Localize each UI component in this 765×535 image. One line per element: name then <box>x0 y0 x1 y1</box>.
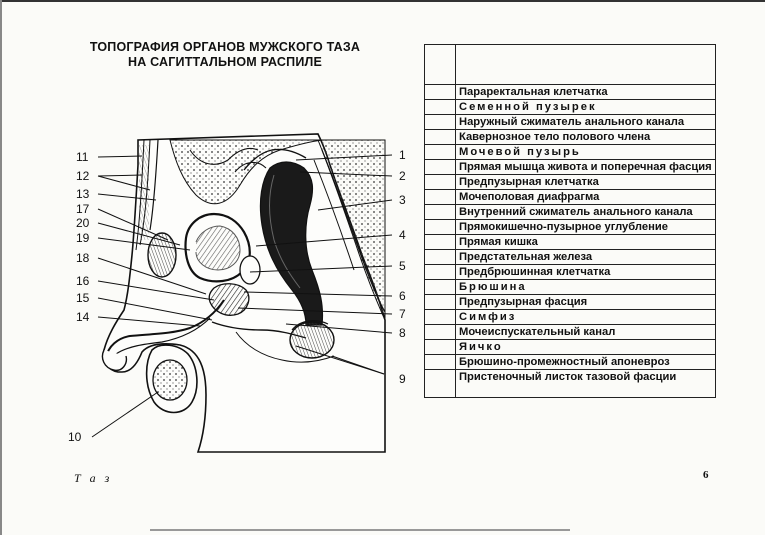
label-18: 18 <box>76 251 90 265</box>
legend-header-row <box>425 45 716 85</box>
page-number: 6 <box>703 469 709 481</box>
legend-row <box>425 160 716 175</box>
legend-row <box>425 205 716 220</box>
bottom-scan-edge <box>150 529 570 531</box>
legend-row <box>425 115 716 130</box>
legend-row <box>425 295 716 310</box>
seminal-vesicle <box>240 256 260 284</box>
legend-index-cell <box>425 45 456 85</box>
legend-row <box>425 325 716 340</box>
legend-row <box>425 370 716 398</box>
legend-text: Брюшино-промежностный апоневроз <box>456 355 716 370</box>
legend-text: Внутренний сжиматель анального канала <box>456 205 716 220</box>
label-13: 13 <box>76 187 90 201</box>
testis <box>153 360 187 400</box>
label-1: 1 <box>399 148 406 162</box>
legend-text: Предпузырная клетчатка <box>456 175 716 190</box>
legend-row <box>425 190 716 205</box>
bladder-wall <box>196 226 240 270</box>
label-2: 2 <box>399 169 406 183</box>
legend-row <box>425 235 716 250</box>
legend-header-cell <box>456 45 716 85</box>
title-line-1: ТОПОГРАФИЯ ОРГАНОВ МУЖСКОГО ТАЗА <box>89 40 361 54</box>
title-line-2: НА САГИТТАЛЬНОМ РАСПИЛЕ <box>127 55 323 69</box>
legend-text: Предбрюшинная клетчатка <box>456 265 716 280</box>
legend-row <box>425 250 716 265</box>
legend-table <box>424 44 716 398</box>
label-20: 20 <box>76 216 90 230</box>
legend-row <box>425 280 716 295</box>
legend-text: Предпузырная фасция <box>456 295 716 310</box>
legend-row <box>425 265 716 280</box>
label-10: 10 <box>68 430 82 444</box>
label-14: 14 <box>76 310 90 324</box>
legend-text: Мочеиспускательный канал <box>456 325 716 340</box>
label-4: 4 <box>399 228 406 242</box>
label-11: 11 <box>76 150 89 164</box>
label-17: 17 <box>76 202 90 216</box>
legend-text: Прямая кишка <box>456 235 716 250</box>
legend-row <box>425 310 716 325</box>
label-5: 5 <box>399 259 406 273</box>
legend-text: Семенной пузырек <box>456 100 716 115</box>
pelvis-sagittal-section <box>0 0 420 470</box>
label-16: 16 <box>76 274 90 288</box>
legend-text: Параректальная клетчатка <box>456 85 716 100</box>
legend-text: Прямокишечно-пузырное углубление <box>456 220 716 235</box>
legend-row <box>425 355 716 370</box>
rectus-muscle-shading <box>139 145 149 240</box>
legend-text: Кавернозное тело полового члена <box>456 130 716 145</box>
legend-text: Яичко <box>456 340 716 355</box>
legend-row <box>425 145 716 160</box>
label-3: 3 <box>399 193 406 207</box>
label-7: 7 <box>399 307 406 321</box>
legend-row <box>425 340 716 355</box>
legend-text: Наружный сжиматель анального канала <box>456 115 716 130</box>
pubic-symphysis <box>148 233 176 277</box>
legend-text: Прямая мышца живота и поперечная фасция <box>456 160 716 175</box>
legend-row <box>425 175 716 190</box>
legend-text: Пристеночный листок тазовой фасции <box>456 370 716 398</box>
legend-row <box>425 85 716 100</box>
label-8: 8 <box>399 326 406 340</box>
label-12: 12 <box>76 169 90 183</box>
footer-section-title: Т а з <box>74 471 113 485</box>
legend-text: Брюшина <box>456 280 716 295</box>
legend-row <box>425 100 716 115</box>
label-15: 15 <box>76 291 90 305</box>
legend-row <box>425 220 716 235</box>
label-19: 19 <box>76 231 90 245</box>
legend-text: Симфиз <box>456 310 716 325</box>
legend-text: Мочеполовая диафрагма <box>456 190 716 205</box>
legend-text: Мочевой пузырь <box>456 145 716 160</box>
legend-row <box>425 130 716 145</box>
legend-text: Предстательная железа <box>456 250 716 265</box>
label-9: 9 <box>399 372 406 386</box>
label-6: 6 <box>399 289 406 303</box>
